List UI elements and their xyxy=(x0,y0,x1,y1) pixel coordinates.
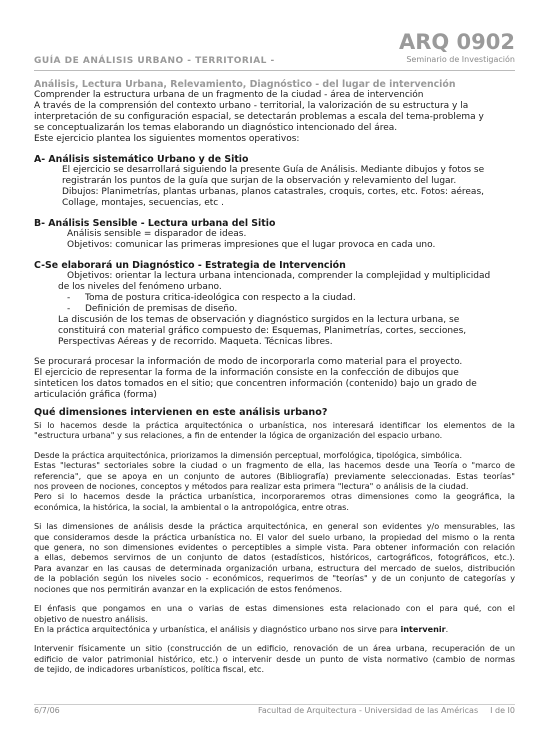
paragraph-line: Para avanzar en las causas de determinada organización urbana, estructura del mercado de suelos, distribución xyxy=(34,562,515,573)
bullet-dash: - xyxy=(67,304,71,314)
section-a-heading: A- Análisis sistemático Urbano y de Sitio xyxy=(34,154,249,165)
section-a-line: registrarán los puntos de la guía que surjan de la observación y relevamiento del lugar. xyxy=(62,176,457,186)
paragraph-line: nos proveen de nociones, conceptos y métodos para realizar esta primera "lectura" o análisis de la ciudad. xyxy=(34,481,469,492)
dimensions-question: Qué dimensiones intervienen en este análisis urbano? xyxy=(34,407,328,418)
paragraph-line: referencia", que se apoya en un conjunto de autores (Bibliografía) previamente seleccionadas. Estas teorías" xyxy=(34,470,515,481)
emphasis-intervenir: intervenir xyxy=(400,623,446,634)
document-subtitle: Análisis, Lectura Urbana, Relevamiento, Diagnóstico - del lugar de intervención xyxy=(34,79,456,90)
section-b-heading: B- Análisis Sensible - Lectura urbana del Sitio xyxy=(34,218,276,229)
paragraph-line: de tejido, de indicadores urbanísticos, política fiscal, etc. xyxy=(34,664,265,675)
paragraph-line: nociones que nos permitirán avanzar en la explicación de estos fenómenos. xyxy=(34,583,343,594)
paragraph-line: Si las dimensiones de análisis desde la práctica arquitectónica, en general son evidentes y/o mensurables, las xyxy=(34,521,515,532)
section-a-line: El ejercicio se desarrollará siguiendo la presente Guía de Análisis. Mediante dibujos y fotos se xyxy=(62,165,485,175)
intro-line: Comprender la estructura urbana de un fragmento de la ciudad - área de intervención xyxy=(34,90,424,100)
section-c-objective-line: Objetivos: orientar la lectura urbana intencionada, comprender la complejidad y multiplicidad xyxy=(67,271,491,281)
paragraph-text: . xyxy=(445,623,449,634)
list-item xyxy=(34,293,518,304)
paragraph-line: El énfasis que pongamos en una o varias de estas dimensiones esta relacionado con el para qué, con el xyxy=(34,603,515,614)
list-item xyxy=(34,304,518,315)
intro-line: A través de la comprensión del contexto urbano - territorial, la valorización de su estructura y la xyxy=(34,101,469,111)
section-a-line: Collage, montajes, secuencias, etc . xyxy=(62,198,224,208)
intro-line: se conceptualizarán los temas elaborando un diagnóstico intencionado del área. xyxy=(34,123,398,133)
footer-date: 6/7/06 xyxy=(34,706,60,715)
footer-page-number: I de I0 xyxy=(490,706,515,715)
course-code: ARQ 0902 xyxy=(398,30,515,54)
paragraph-line: que genera, no son dimensiones evidentes o perceptibles a simple vista. Para obtener información con relación xyxy=(34,542,515,553)
paragraph-line: Si lo hacemos desde la práctica arquitectónica o urbanística, nos interesará identificar los elementos de la xyxy=(34,420,515,430)
dimensions-section xyxy=(34,407,515,675)
guide-title: GUÍA DE ANÁLISIS URBANO - TERRITORIAL - xyxy=(34,56,275,66)
paragraph-line: Pero si lo hacemos desde la práctica urbanística, incorporaremos otras dimensiones como la geográfica, la xyxy=(34,491,515,502)
paragraph-line: objetivo de nuestro análisis. xyxy=(34,613,148,624)
section-c-objective-line: de los niveles del fenómeno urbano. xyxy=(58,282,222,292)
intro-line: Este ejercicio plantea los siguientes momentos operativos: xyxy=(34,134,300,144)
section-c-discussion-line: La discusión de los temas de observación y diagnóstico surgidos en la lectura urbana, se xyxy=(58,315,460,325)
paragraph-line: Intervenir físicamente un sitio (construcción de un edificio, renovación de un área urbana, recuperación de un xyxy=(34,643,515,654)
list-item-text: Toma de postura critica-ideológica con respecto a la ciudad. xyxy=(85,293,356,303)
header-divider xyxy=(34,70,515,71)
paragraph-line: Estas "lecturas" sectoriales sobre la ciudad o un fragmento de ella, las hacemos desde una Teoría o "marco de xyxy=(34,460,515,471)
paragraph-line: a ellas, debemos servirnos de un conjunto de datos (estadísticos, históricos, cartográficos, fotográficos, etc.). xyxy=(34,552,515,563)
footer-faculty: Facultad de Arquitectura - Universidad de las Américas xyxy=(258,706,479,715)
paragraph-line: edificio de valor patrimonial histórico, etc.) o intervenir desde un punto de vista normativo (cambio de normas xyxy=(34,653,515,664)
bullet-dash: - xyxy=(67,293,71,303)
paragraph-text: En la práctica arquitectónica y urbanística, el análisis y diagnóstico urbano nos sirve para xyxy=(34,623,401,634)
paragraph-line xyxy=(34,624,515,634)
closing-line: El ejercicio de representar la forma de la información consiste en la confección de dibujos que xyxy=(34,368,459,378)
section-a-line: Dibujos: Planimetrías, plantas urbanas, planos catastrales, croquis, cortes, etc. Fotos: aéreas, xyxy=(62,187,484,197)
paragraph-line: económica, la histórica, la social, la ambiental o la antropológica, entre otras. xyxy=(34,501,349,512)
closing-line: sinteticen los datos tomados en el sitio; que concentren información (contenido) bajo un grado de xyxy=(34,379,477,389)
paragraph-line: de la población según los niveles socio - económicos, requerimos de "teorías" y de un conjunto de categorías y xyxy=(34,573,515,584)
list-item-text: Definición de premisas de diseño. xyxy=(85,304,238,314)
section-c-discussion-line: constituirá con material gráfico compuesto de: Esquemas, Planimetrías, cortes, secciones, xyxy=(58,326,467,336)
section-b-line: Análisis sensible = disparador de ideas. xyxy=(67,229,247,239)
paragraph-line: Desde la práctica arquitectónica, priorizamos la dimensión perceptual, morfológica, tipológica, simbólica. xyxy=(34,449,463,460)
paragraph-line: que consideramos desde la práctica urbanística no. El valor del suelo urbano, la propiedad del mismo o la renta xyxy=(34,531,515,542)
intro-block xyxy=(34,79,518,401)
seminar-label: Seminario de Investigación xyxy=(406,55,515,64)
section-b-line: Objetivos: comunicar las primeras impresiones que el lugar provoca en cada uno. xyxy=(67,240,436,250)
closing-line: articulación gráfica (forma) xyxy=(34,390,157,400)
intro-line: interpretación de su configuración espacial, se detectarán problemas a escala del tema-problema y xyxy=(34,112,484,122)
section-c-heading: C-Se elaborará un Diagnóstico - Estrategia de Intervención xyxy=(34,260,346,271)
paragraph-line: "estructura urbana" y sus relaciones, a fin de entender la lógica de organización del espacio urbano. xyxy=(34,430,443,441)
closing-line: Se procurará procesar la información de modo de incorporarla como material para el proyecto. xyxy=(34,357,463,367)
section-c-discussion-line: Perspectivas Aéreas y de recorrido. Maqueta. Técnicas libres. xyxy=(58,337,333,347)
footer-divider xyxy=(34,704,515,705)
